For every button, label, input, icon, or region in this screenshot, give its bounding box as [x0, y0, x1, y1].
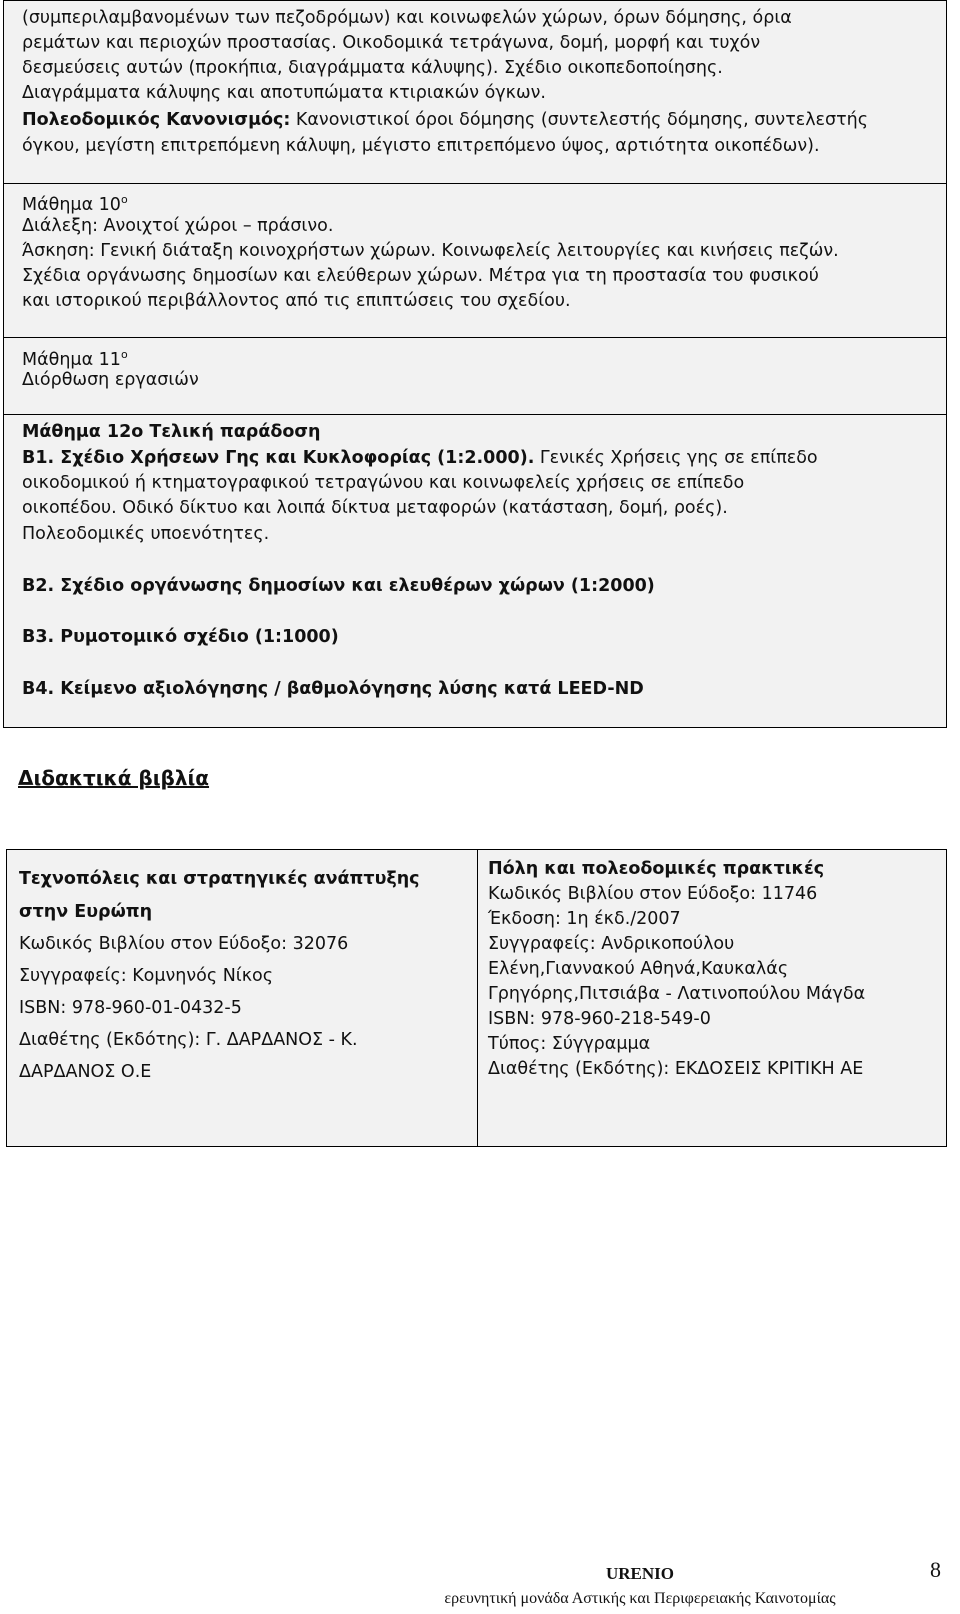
section-box-lesson-12 [3, 414, 947, 728]
lesson-title-text: Μάθημα 10 [22, 194, 121, 215]
text-line: (συμπεριλαμβανομένων των πεζοδρόμων) και κοινωφελών χώρων, όρων δόμησης, όρια [22, 8, 792, 28]
b1-line [22, 446, 818, 470]
regulation-line [22, 108, 868, 132]
regulation-label: Πολεοδομικός Κανονισμός: [22, 110, 291, 130]
b3-line: Β3. Ρυμοτομικό σχέδιο (1:1000) [22, 627, 339, 647]
text-line: όγκου, μεγίστη επιτρεπόμενη κάλυψη, μέγιστο επιτρεπόμενο ύψος, αρτιότητα οικοπέδων). [22, 136, 820, 156]
book-publisher: Διαθέτης (Εκδότης): ΕΚΔΟΣΕΙΣ ΚΡΙΤΙΚΗ ΑΕ [488, 1059, 864, 1079]
book-title: Τεχνοπόλεις και στρατηγικές ανάπτυξης [19, 869, 420, 889]
books-heading: Διδακτικά βιβλία [18, 766, 210, 790]
book-type: Τύπος: Σύγγραμμα [488, 1034, 651, 1054]
book-publisher: ΔΑΡΔΑΝΟΣ Ο.Ε [19, 1062, 152, 1082]
text-line: Άσκηση: Γενική διάταξη κοινοχρήστων χώρων. Κοινωφελείς λειτουργίες και κινήσεις πεζών. [22, 241, 839, 261]
lesson-10-title [22, 188, 128, 217]
book-cell-1 [6, 849, 478, 1147]
b2-line: Β2. Σχέδιο οργάνωσης δημοσίων και ελευθέρων χώρων (1:2000) [22, 576, 655, 596]
b4-line: Β4. Κείμενο αξιολόγησης / βαθμολόγησης λύσης κατά LEED-ND [22, 679, 644, 699]
book-title: Πόλη και πολεοδομικές πρακτικές [488, 859, 825, 879]
section-box-lesson-11 [3, 337, 947, 415]
section-box-regulations [3, 0, 947, 184]
book-cell-2 [477, 849, 947, 1147]
lesson-12-title: Μάθημα 12ο Τελική παράδοση [22, 422, 321, 442]
book-isbn: ISBN: 978-960-01-0432-5 [19, 998, 242, 1018]
section-box-lesson-10 [3, 183, 947, 338]
book-title: στην Ευρώπη [19, 902, 153, 922]
lesson-title-text: Μάθημα 11 [22, 349, 121, 370]
text-line: Διάλεξη: Ανοιχτοί χώροι – πράσινο. [22, 216, 334, 236]
book-authors: Ελένη,Γιαννακού Αθηνά,Καυκαλάς [488, 959, 789, 979]
text-line: δεσμεύσεις αυτών (προκήπια, διαγράμματα κάλυψης). Σχέδιο οικοπεδοποίησης. [22, 58, 723, 78]
text-line: οικοπέδου. Οδικό δίκτυο και λοιπά δίκτυα μεταφορών (κατάσταση, δομή, ροές). [22, 498, 728, 518]
book-publisher: Διαθέτης (Εκδότης): Γ. ΔΑΡΔΑΝΟΣ - Κ. [19, 1030, 358, 1050]
text-line: ρεμάτων και περιοχών προστασίας. Οικοδομικά τετράγωνα, δομή, μορφή και τυχόν [22, 33, 761, 53]
book-code: Κωδικός Βιβλίου στον Εύδοξο: 11746 [488, 884, 818, 904]
footer-title: URENIO [605, 1564, 674, 1583]
regulation-text: Κανονιστικοί όροι δόμησης (συντελεστής δόμησης, συντελεστής [290, 110, 869, 130]
book-authors: Γρηγόρης,Πιτσιάβα - Λατινοπούλου Μάγδα [488, 984, 866, 1004]
lesson-title-sup: ο [120, 193, 128, 206]
b1-text: Γενικές Χρήσεις γης σε επίπεδο [534, 448, 818, 468]
lesson-title-sup: ο [120, 348, 128, 361]
text-line: οικοδομικού ή κτηματογραφικού τετραγώνου και κοινωφελείς χρήσεις σε επίπεδο [22, 473, 745, 493]
text-line: Διόρθωση εργασιών [22, 370, 199, 390]
book-edition: Έκδοση: 1η έκδ./2007 [488, 909, 681, 929]
text-line: Διαγράμματα κάλυψης και αποτυπώματα κτιριακών όγκων. [22, 83, 546, 103]
text-line: και ιστορικού περιβάλλοντος από τις επιπτώσεις του σχεδίου. [22, 291, 571, 311]
page-number: 8 [930, 1557, 941, 1582]
book-code: Κωδικός Βιβλίου στον Εύδοξο: 32076 [19, 934, 349, 954]
text-line: Σχέδια οργάνωσης δημοσίων και ελεύθερων χώρων. Μέτρα για τη προστασία του φυσικού [22, 266, 819, 286]
book-authors: Συγγραφείς: Ανδρικοπούλου [488, 934, 735, 954]
book-authors: Συγγραφείς: Κομνηνός Νίκος [19, 966, 273, 986]
footer-subtitle: ερευνητική μονάδα Αστικής και Περιφερειακής Καινοτομίας [444, 1590, 836, 1607]
text-line: Πολεοδομικές υποενότητες. [22, 524, 270, 544]
book-isbn: ISBN: 978-960-218-549-0 [488, 1009, 711, 1029]
b1-label: Β1. Σχέδιο Χρήσεων Γης και Κυκλοφορίας (1:2.000). [22, 448, 535, 468]
